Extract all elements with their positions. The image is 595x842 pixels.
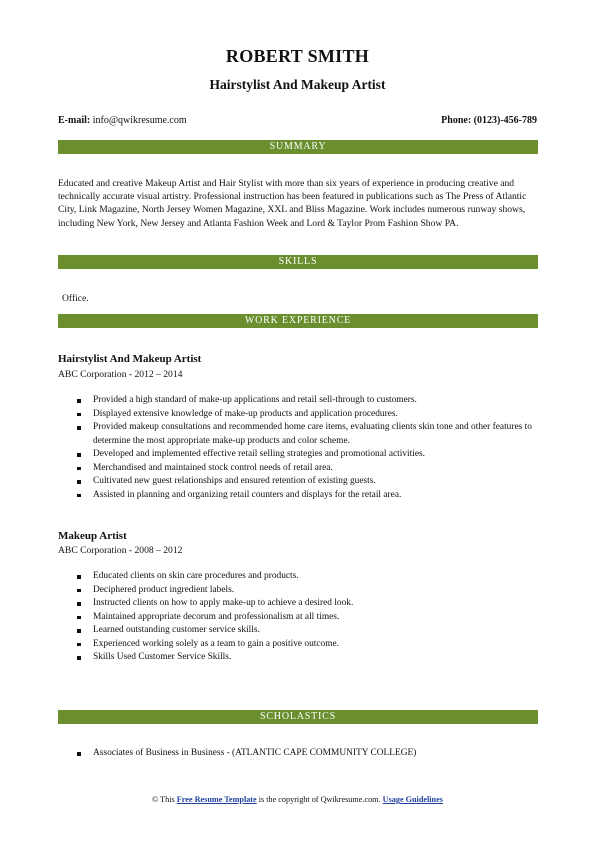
list-item: Deciphered product ingredient labels.	[58, 584, 538, 598]
list-item: Educated clients on skin care procedures and products.	[58, 570, 538, 584]
job-bullets	[58, 570, 538, 665]
candidate-name: ROBERT SMITH	[225, 46, 370, 66]
job-meta: ABC Corporation - 2012 – 2014	[58, 369, 183, 380]
section-header-summary: SUMMARY	[58, 140, 538, 154]
phone-value: (0123)-456-789	[473, 115, 537, 126]
section-header-experience: WORK EXPERIENCE	[58, 314, 538, 328]
education-list	[58, 747, 538, 761]
email-value: info@qwikresume.com	[92, 115, 187, 126]
email-label: E-mail:	[58, 115, 91, 126]
list-item: Provided a high standard of make-up applications and retail sell-through to customers.	[58, 394, 538, 408]
section-header-skills: SKILLS	[58, 255, 538, 269]
list-item: Displayed extensive knowledge of make-up products and application procedures.	[58, 408, 538, 422]
usage-guidelines-link[interactable]: Usage Guidelines	[382, 795, 443, 804]
list-item: Learned outstanding customer service skills.	[58, 624, 538, 638]
footer-middle: is the copyright of Qwikresume.com.	[258, 795, 381, 804]
list-item: Assisted in planning and organizing retail counters and displays for the retail area.	[58, 489, 538, 503]
contact-row	[58, 115, 537, 126]
candidate-role: Hairstylist And Makeup Artist	[209, 77, 386, 92]
list-item: Developed and implemented effective retail selling strategies and promotional activities.	[58, 448, 538, 462]
list-item: Cultivated new guest relationships and ensured retention of existing guests.	[58, 475, 538, 489]
section-header-scholastics: SCHOLASTICS	[58, 710, 538, 724]
phone-block	[441, 115, 537, 126]
phone-label: Phone:	[441, 115, 472, 126]
summary-text: Educated and creative Makeup Artist and Hair Stylist with more than six years of experience in producing creative and technically accurate visual artistry. Professional instruction has been featured in publications such as The Press of Atlantic City, Link Magazine, North Jersey Women Magazine, XXL and Bliss Magazine. Work includes numerous runway shows, including New York, New Jersey and Atlanta Fashion Week and Lord & Taylor Prom Fashion Show PA.	[58, 178, 527, 229]
list-item: Associates of Business in Business - (ATLANTIC CAPE COMMUNITY COLLEGE)	[58, 747, 538, 761]
list-item: Skills Used Customer Service Skills.	[58, 651, 538, 665]
list-item: Instructed clients on how to apply make-up to achieve a desired look.	[58, 597, 538, 611]
footer-prefix: © This	[152, 795, 175, 804]
list-item: Provided makeup consultations and recommended home care items, evaluating clients skin tone and other features to determine the most appropriate make-up products and color scheme.	[58, 421, 538, 448]
list-item: Experienced working solely as a team to gain a positive outcome.	[58, 638, 538, 652]
job-meta: ABC Corporation - 2008 – 2012	[58, 545, 183, 556]
email-block	[58, 115, 187, 126]
list-item: Maintained appropriate decorum and professionalism at all times.	[58, 611, 538, 625]
footer	[0, 795, 595, 804]
job-bullets	[58, 394, 538, 502]
skills-text: Office.	[62, 293, 89, 304]
job-title: Hairstylist And Makeup Artist	[58, 353, 202, 365]
free-resume-template-link[interactable]: Free Resume Template	[176, 795, 257, 804]
list-item: Merchandised and maintained stock control needs of retail area.	[58, 462, 538, 476]
job-title: Makeup Artist	[58, 530, 127, 542]
